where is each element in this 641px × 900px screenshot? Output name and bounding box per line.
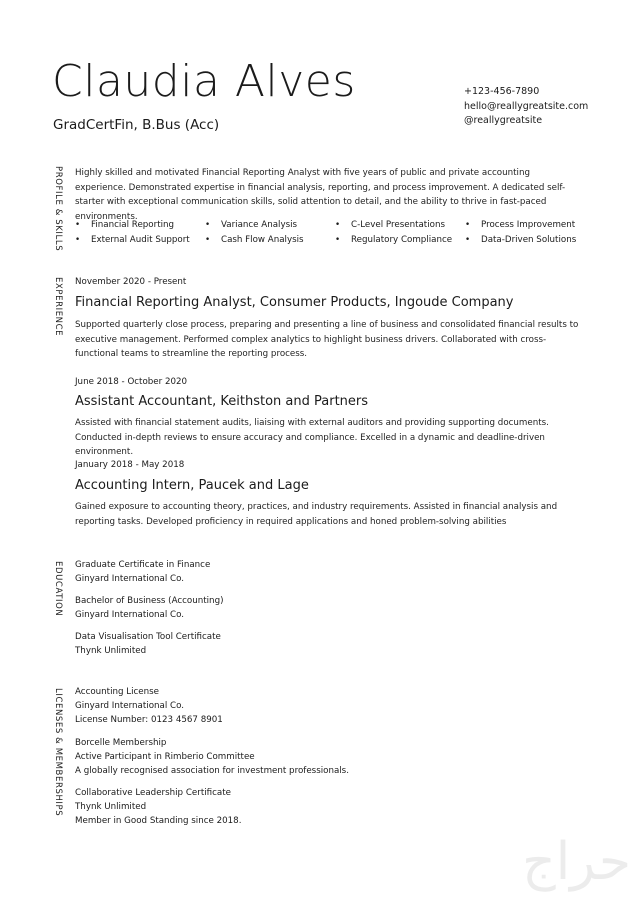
- section-label-education: EDUCATION: [53, 561, 63, 617]
- contact-phone: +123-456-7890: [464, 86, 540, 97]
- education-title: Graduate Certificate in Finance: [75, 560, 211, 570]
- license-detail: Member in Good Standing since 2018.: [75, 816, 242, 826]
- contact-block: [464, 85, 588, 129]
- skill-item: • External Audit Support: [75, 233, 205, 248]
- profile-summary: Highly skilled and motivated Financial Reporting Analyst with five years of public and private accounting experience. Demonstrated expertise in financial analysis, reporting, and process improvement. A dedicated self-starter with exceptional communication skills, solid attention to detail, and the ability to thrive in fast-paced environments.: [75, 168, 566, 222]
- license-title: Collaborative Leadership Certificate: [75, 788, 231, 798]
- contact-social: @reallygreatsite: [464, 115, 543, 126]
- candidate-credentials: GradCertFin, B.Bus (Acc): [53, 117, 220, 133]
- job-description: Assisted with financial statement audits, liaising with external auditors and providing supporting documents. Conducted in-depth reviews to ensure accuracy and compliance. Excelled in a dynamic and deadline-driven environment.: [75, 418, 549, 457]
- license-org: Ginyard International Co.: [75, 701, 185, 711]
- skill-item: • Regulatory Compliance: [335, 233, 465, 248]
- watermark-logo: حراج: [522, 832, 631, 892]
- license-title: Borcelle Membership: [75, 738, 167, 748]
- license-org: Active Participant in Rimberio Committee: [75, 752, 255, 762]
- skill-item: • Financial Reporting: [75, 218, 205, 233]
- license-detail: A globally recognised association for investment professionals.: [75, 766, 349, 776]
- job-dates: June 2018 - October 2020: [75, 377, 188, 387]
- skill-item: • Cash Flow Analysis: [205, 233, 335, 248]
- job-title: Accounting Intern, Paucek and Lage: [75, 478, 309, 493]
- skill-item: • Data-Driven Solutions: [465, 233, 595, 248]
- contact-email: hello@reallygreatsite.com: [464, 100, 589, 112]
- job-title: Financial Reporting Analyst, Consumer Products, Ingoude Company: [75, 295, 514, 310]
- education-org: Thynk Unlimited: [75, 646, 147, 656]
- section-label-profile: PROFILE & SKILLS: [53, 166, 63, 252]
- education-org: Ginyard International Co.: [75, 574, 185, 584]
- job-description: Gained exposure to accounting theory, practices, and industry requirements. Assisted in financial analysis and reporting tasks. Developed proficiency in required applications and honed problem-solving abilities: [75, 502, 558, 527]
- job-description: Supported quarterly close process, preparing and presenting a line of business and consolidated financial results to executive management. Performed complex analytics to highlight business drivers. Collaborated with cross-functional teams to streamline the reporting process.: [75, 320, 579, 359]
- job-dates: January 2018 - May 2018: [75, 460, 185, 470]
- license-detail: License Number: 0123 4567 8901: [75, 715, 223, 725]
- job-dates: November 2020 - Present: [75, 277, 187, 287]
- section-label-experience: EXPERIENCE: [53, 277, 63, 337]
- skills-list: [75, 218, 595, 247]
- license-title: Accounting License: [75, 687, 160, 697]
- candidate-name: Claudia Alves: [52, 56, 356, 107]
- section-label-licenses: LICENSES & MEMBERSHIPS: [53, 688, 63, 817]
- skill-item: • Process Improvement: [465, 218, 595, 233]
- license-org: Thynk Unlimited: [75, 802, 147, 812]
- skill-item: • C-Level Presentations: [335, 218, 465, 233]
- job-title: Assistant Accountant, Keithston and Partners: [75, 394, 369, 409]
- education-title: Bachelor of Business (Accounting): [75, 596, 224, 606]
- education-title: Data Visualisation Tool Certificate: [75, 632, 221, 642]
- education-org: Ginyard International Co.: [75, 610, 185, 620]
- skill-item: • Variance Analysis: [205, 218, 335, 233]
